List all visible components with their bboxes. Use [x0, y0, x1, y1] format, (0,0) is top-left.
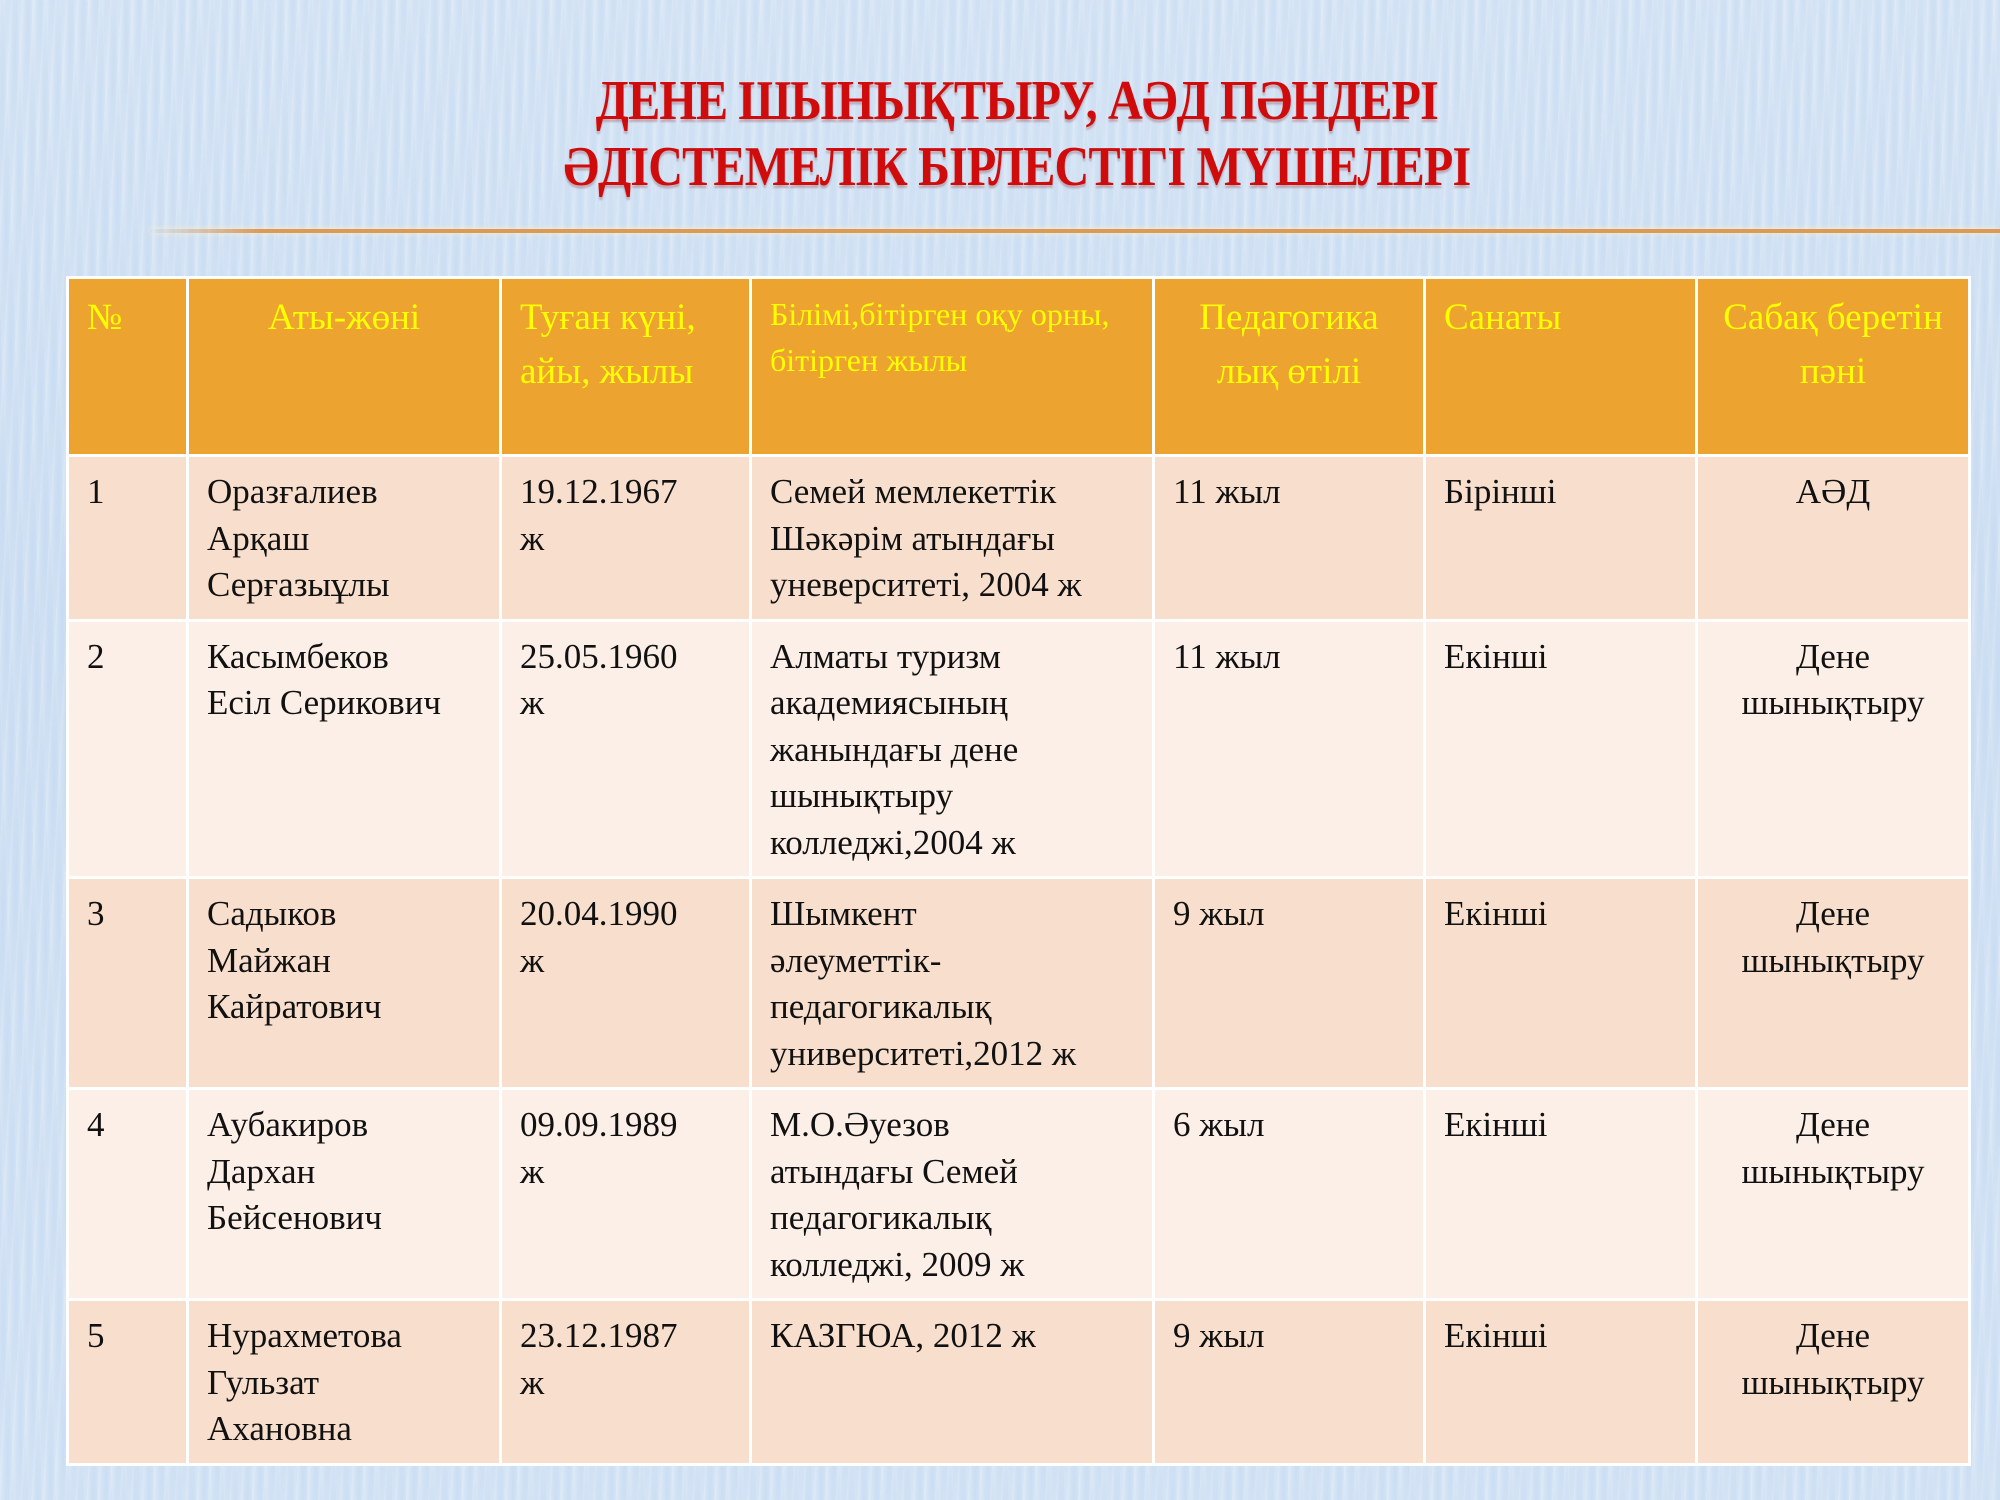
cell-number: 4	[68, 1089, 188, 1300]
table-header-row	[68, 278, 1970, 456]
cell-number: 3	[68, 878, 188, 1089]
cell-experience: 9 жыл	[1154, 1300, 1425, 1465]
cell-education: КАЗГЮА, 2012 ж	[751, 1300, 1154, 1465]
header-teaching-experience: Педагогика лық өтілі	[1154, 278, 1425, 456]
cell-experience: 6 жыл	[1154, 1089, 1425, 1300]
header-category: Санаты	[1425, 278, 1697, 456]
cell-name: Касымбеков Есіл Серикович	[188, 620, 501, 878]
cell-name: Нурахметова Гульзат Ахановна	[188, 1300, 501, 1465]
cell-subject: Дене шынықтыру	[1697, 620, 1970, 878]
cell-category: Екінші	[1425, 1300, 1697, 1465]
cell-subject: Дене шынықтыру	[1697, 1300, 1970, 1465]
slide-title-line-2: ӘДІСТЕМЕЛІК БІРЛЕСТІГІ МҮШЕЛЕРІ	[563, 136, 1471, 198]
header-education: Білімі,бітірген оқу орны, бітірген жылы	[751, 278, 1154, 456]
table-row	[68, 1089, 1970, 1300]
table-row	[68, 878, 1970, 1089]
cell-birth-date: 23.12.1987 ж	[501, 1300, 751, 1465]
title-divider	[150, 229, 2000, 233]
cell-birth-date: 20.04.1990 ж	[501, 878, 751, 1089]
cell-subject: АӘД	[1697, 456, 1970, 621]
table-row	[68, 1300, 1970, 1465]
slide-title-line-1: ДЕНЕ ШЫНЫҚТЫРУ, АӘД ПӘНДЕРІ	[595, 70, 1438, 132]
cell-category: Бірінші	[1425, 456, 1697, 621]
header-full-name: Аты-жөні	[188, 278, 501, 456]
cell-birth-date: 25.05.1960 ж	[501, 620, 751, 878]
members-table	[66, 276, 1971, 1466]
cell-number: 2	[68, 620, 188, 878]
cell-category: Екінші	[1425, 620, 1697, 878]
table-row	[68, 456, 1970, 621]
cell-name: Оразғалиев Арқаш Серғазыұлы	[188, 456, 501, 621]
cell-number: 5	[68, 1300, 188, 1465]
cell-experience: 11 жыл	[1154, 620, 1425, 878]
table-row	[68, 620, 1970, 878]
header-birth-date: Туған күні, айы, жылы	[501, 278, 751, 456]
cell-education: Шымкент әлеуметтік- педагогикалық университеті,2012 ж	[751, 878, 1154, 1089]
cell-name: Садыков Майжан Кайратович	[188, 878, 501, 1089]
cell-education: Алматы туризм академиясының жанындағы дене шынықтыру колледжі,2004 ж	[751, 620, 1154, 878]
cell-education: М.О.Әуезов атындағы Семей педагогикалық колледжі, 2009 ж	[751, 1089, 1154, 1300]
cell-experience: 9 жыл	[1154, 878, 1425, 1089]
cell-name: Аубакиров Дархан Бейсенович	[188, 1089, 501, 1300]
cell-birth-date: 09.09.1989 ж	[501, 1089, 751, 1300]
slide-title	[141, 68, 1892, 200]
cell-experience: 11 жыл	[1154, 456, 1425, 621]
header-number: №	[68, 278, 188, 456]
cell-category: Екінші	[1425, 878, 1697, 1089]
cell-subject: Дене шынықтыру	[1697, 1089, 1970, 1300]
cell-category: Екінші	[1425, 1089, 1697, 1300]
cell-birth-date: 19.12.1967 ж	[501, 456, 751, 621]
cell-education: Семей мемлекеттік Шәкәрім атындағы уневерситеті, 2004 ж	[751, 456, 1154, 621]
cell-number: 1	[68, 456, 188, 621]
header-subject: Сабақ беретін пәні	[1697, 278, 1970, 456]
cell-subject: Дене шынықтыру	[1697, 878, 1970, 1089]
